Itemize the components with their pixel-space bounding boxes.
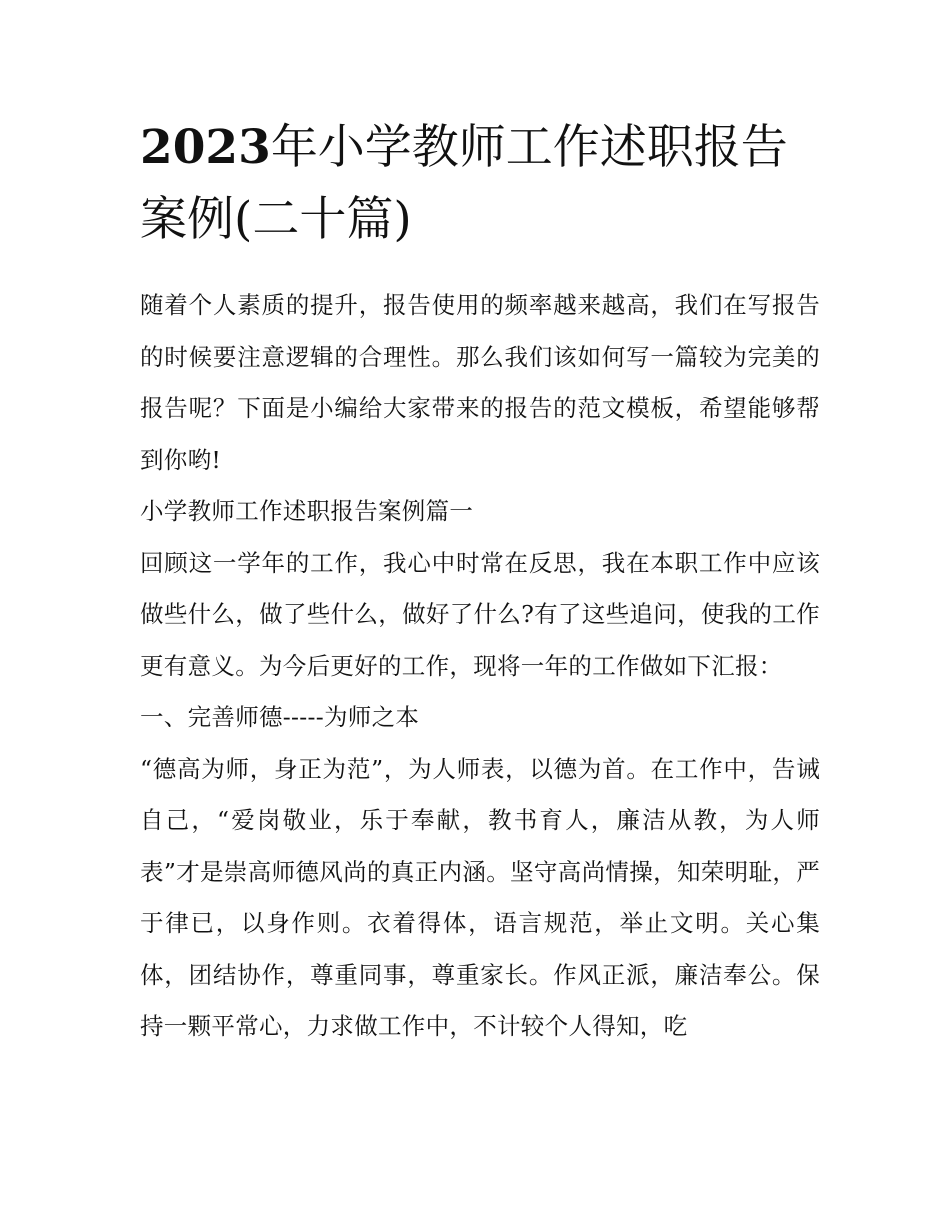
document-body: [140, 280, 820, 1053]
subsection-heading: 一、完善师德-----为师之本: [140, 703, 420, 731]
document-title: [140, 112, 820, 256]
document-page: [140, 112, 820, 1053]
title-year: 2023: [140, 120, 271, 175]
intro-paragraph: 随着个人素质的提升，报告使用的频率越来越高，我们在写报告的时候要注意逻辑的合理性。那么我们该如何写一篇较为完美的报告呢？下面是小编给大家带来的报告的范文模板，希望能够帮到你哟!: [140, 291, 820, 474]
body-paragraph: 回顾这一学年的工作，我心中时常在反思，我在本职工作中应该做些什么，做了些什么，做好了什么?有了这些追问，使我的工作更有意义。为今后更好的工作，现将一年的工作做如下汇报：: [140, 548, 820, 680]
body-paragraph: “德高为师，身正为范”，为人师表，以德为首。在工作中，告诫自己，“爱岗敬业，乐于奉献，教书育人，廉洁从教，为人师表”才是崇高师德风尚的真正内涵。坚守高尚情操，知荣明耻，严于律已，以身作则。衣着得体，语言规范，举止文明。关心集体，团结协作，尊重同事，尊重家长。作风正派，廉洁奉公。保持一颗平常心，力求做工作中，不计较个人得知，吃: [140, 754, 820, 1040]
title-text: 年小学教师工作述职报告案例(二十篇): [140, 120, 788, 247]
section-heading: 小学教师工作述职报告案例篇一: [140, 497, 474, 525]
